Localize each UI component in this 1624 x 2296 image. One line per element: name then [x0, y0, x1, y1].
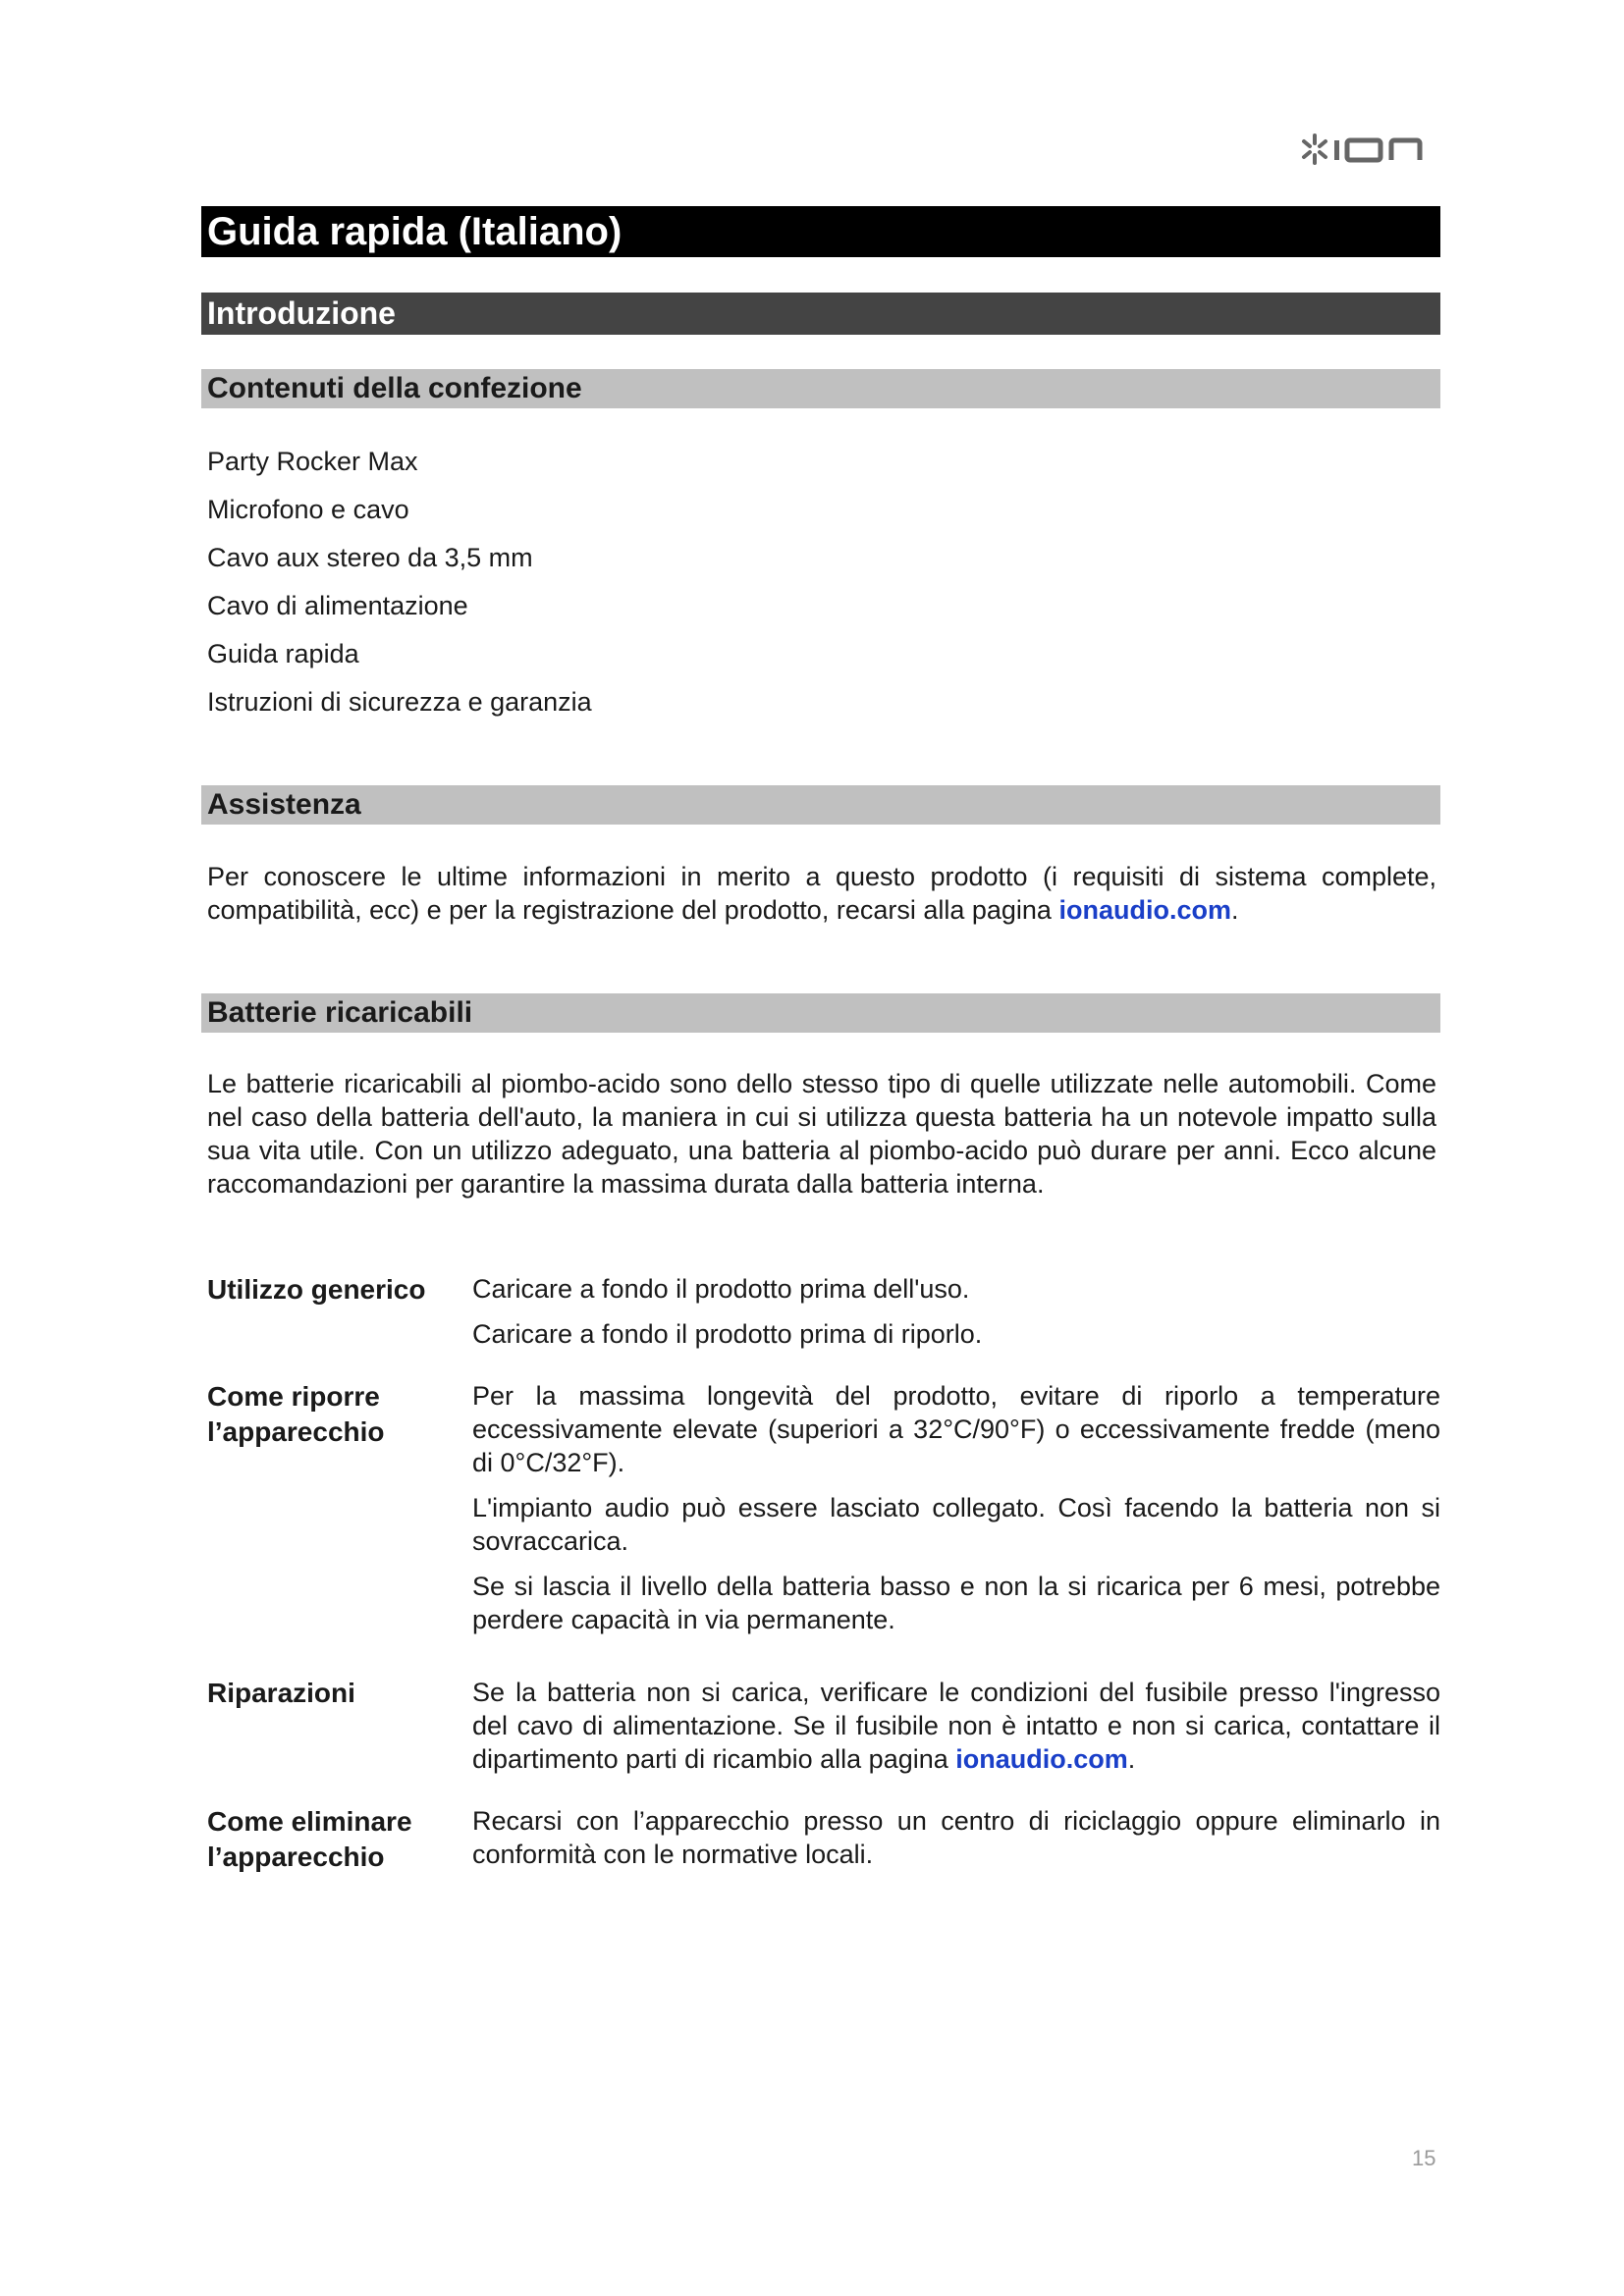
support-text: Per conoscere le ultime informazioni in merito a questo prodotto (i requisiti di sistema complete, compatibilità, ecc) e per la registrazione del prodotto, recarsi alla pagina — [207, 862, 1436, 925]
row-label: Come eliminare l’apparecchio — [207, 1806, 412, 1872]
page-number: 15 — [1412, 2146, 1436, 2170]
list-item: Party Rocker Max — [207, 447, 418, 476]
row-paragraph: Recarsi con l’apparecchio presso un centro di riciclaggio oppure eliminarlo in conformità con le normative locali. — [472, 1806, 1440, 1869]
ion-logo-icon — [1301, 130, 1438, 169]
batteries-intro: Le batterie ricaricabili al piombo-acido sono dello stesso tipo di quelle utilizzate nelle automobili. Come nel caso della batteria dell'auto, la maniera in cui si utilizza questa batteria ha un notevole impatto sulla sua vita utile. Con un utilizzo adeguato, una batteria al piombo-acido può durare per anni. Ecco alcune raccomandazioni per garantire la massima durata dalla batteria interna. — [207, 1069, 1436, 1199]
section-heading-intro: Introduzione — [201, 293, 1440, 335]
contents-list — [207, 438, 592, 726]
page-title: Guida rapida (Italiano) — [201, 206, 1440, 257]
list-item: Microfono e cavo — [207, 495, 409, 524]
row-body — [472, 1804, 1440, 1883]
list-item: Guida rapida — [207, 639, 359, 668]
row-body — [472, 1379, 1440, 1648]
row-paragraph: Se si lascia il livello della batteria basso e non la si ricarica per 6 mesi, potrebbe perdere capacità in via permanente. — [472, 1572, 1440, 1634]
row-body — [472, 1676, 1440, 1788]
section-heading-contents: Contenuti della confezione — [201, 369, 1440, 408]
section-heading-support: Assistenza — [201, 785, 1440, 825]
row-paragraph — [472, 1676, 1440, 1776]
ion-logo — [1301, 130, 1438, 169]
list-item: Cavo di alimentazione — [207, 591, 468, 620]
row-label: Riparazioni — [207, 1678, 355, 1708]
repairs-text-end: . — [1127, 1744, 1136, 1774]
support-paragraph — [207, 860, 1436, 927]
section-heading-batteries: Batterie ricaricabili — [201, 993, 1440, 1033]
repairs-link[interactable]: ionaudio.com — [955, 1744, 1128, 1774]
row-paragraph: Caricare a fondo il prodotto prima di riporlo. — [472, 1319, 983, 1349]
list-item: Istruzioni di sicurezza e garanzia — [207, 687, 592, 717]
row-paragraph: Caricare a fondo il prodotto prima dell'uso. — [472, 1274, 970, 1304]
row-label: Utilizzo generico — [207, 1274, 426, 1305]
row-label: Come riporre l’apparecchio — [207, 1381, 385, 1447]
row-paragraph: L'impianto audio può essere lasciato collegato. Così facendo la batteria non si sovraccarica. — [472, 1493, 1440, 1556]
list-item: Cavo aux stereo da 3,5 mm — [207, 543, 533, 572]
repairs-text: Se la batteria non si carica, verificare le condizioni del fusibile presso l'ingresso del cavo di alimentazione. Se il fusibile non è intatto e non si carica, contattare il dipartimento parti di ricambio alla pagina — [472, 1678, 1440, 1774]
row-body — [472, 1272, 1440, 1362]
row-paragraph: Per la massima longevità del prodotto, evitare di riporlo a temperature eccessivamente elevate (superiori a 32°C/90°F) o eccessivamente fredde (meno di 0°C/32°F). — [472, 1381, 1440, 1477]
support-text-end: . — [1230, 895, 1239, 925]
support-link[interactable]: ionaudio.com — [1058, 895, 1231, 925]
